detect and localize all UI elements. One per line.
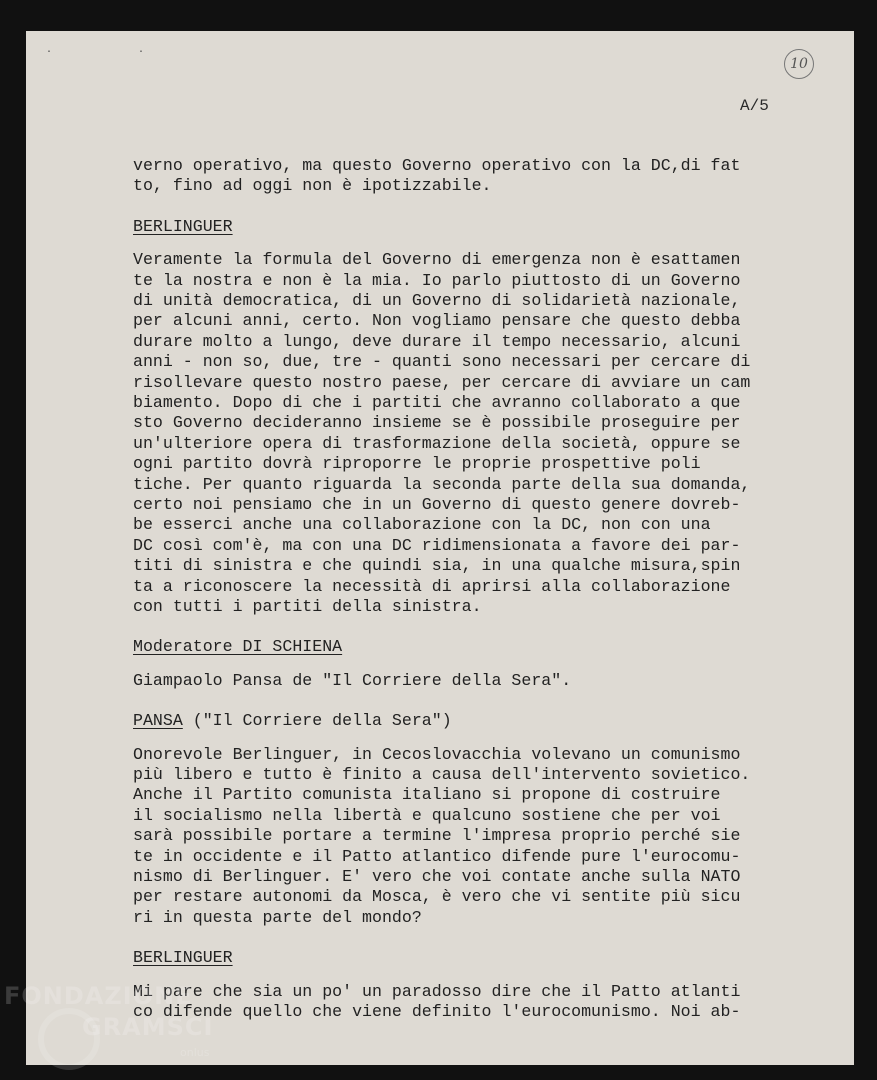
text-line: Giampaolo Pansa de "Il Corriere della Sera".	[133, 670, 572, 690]
text-line: co difende quello che viene definito l'eurocomunismo. Noi ab-	[133, 1002, 741, 1021]
speaker-name: BERLINGUER	[133, 216, 233, 236]
text-line: biamento. Dopo di che i partiti che avranno collaborato a que	[133, 393, 741, 412]
text-line: sarà possibile portare a termine l'impresa proprio perché sie	[133, 826, 741, 846]
speaker-name: PANSA	[133, 711, 183, 731]
text-line: DC così com'è, ma con una DC ridimensionata a favore dei par-	[133, 535, 741, 555]
text-line: più libero e tutto è finito a causa dell'intervento sovietico.	[133, 765, 751, 784]
text-line: per alcuni anni, certo. Non vogliamo pensare che questo debba	[133, 311, 741, 331]
text-line: Anche il Partito comunista italiano si propone di costruire	[133, 785, 721, 805]
text-line: con tutti i partiti della sinistra.	[133, 597, 482, 616]
text-line: tiche. Per quanto riguarda la seconda parte della sua domanda,	[133, 474, 751, 494]
text-line: un'ulteriore opera di trasformazione della società, oppure se	[133, 433, 741, 453]
text-line: verno operativo, ma questo Governo operativo con la DC,di fat	[133, 156, 741, 175]
folio-label: A/5	[740, 97, 769, 115]
document-page	[26, 31, 854, 1065]
speaker-heading	[133, 217, 233, 237]
watermark-line3: onlus	[180, 1046, 210, 1059]
archive-watermark	[4, 982, 214, 1059]
text-line: to, fino ad oggi non è ipotizzabile.	[133, 176, 492, 196]
text-line: certo noi pensiamo che in un Governo di questo genere dovreb-	[133, 495, 741, 514]
speaker-heading	[133, 637, 342, 657]
text-line: be esserci anche una collaborazione con la DC, non con una	[133, 515, 711, 535]
speaker-heading	[133, 948, 233, 968]
page-number-stamp: 10	[784, 49, 814, 79]
text-line: sto Governo decideranno insieme se è possibile proseguire per	[133, 413, 741, 433]
speaker-heading	[133, 711, 452, 731]
text-line: Onorevole Berlinguer, in Cecoslovacchia volevano un comunismo	[133, 744, 741, 764]
speaker-name: BERLINGUER	[133, 948, 233, 968]
text-line: te in occidente e il Patto atlantico difende pure l'eurocomu-	[133, 846, 741, 866]
text-line: ogni partito dovrà riproporre le proprie prospettive poli	[133, 454, 701, 474]
text-line: per restare autonomi da Mosca, è vero che vi sentite più sicu	[133, 887, 741, 907]
speaker-name: Moderatore DI SCHIENA	[133, 637, 343, 657]
speaker-affiliation: ("Il Corriere della Sera")	[182, 711, 452, 731]
text-line: ri in questa parte del mondo?	[133, 907, 422, 927]
watermark-line1: FONDAZIONE	[4, 982, 193, 1010]
watermark-line2: GRAMSCI	[82, 1013, 214, 1041]
text-line: anni - non so, due, tre - quanti sono necessari per cercare di	[133, 352, 751, 372]
punch-marks: · ·	[46, 47, 185, 58]
text-line: Veramente la formula del Governo di emergenza non è esattamen	[133, 250, 741, 270]
text-line: risollevare questo nostro paese, per cercare di avviare un cam	[133, 372, 751, 392]
text-line: ta a riconoscere la necessità di aprirsi alla collaborazione	[133, 576, 731, 596]
text-line: nismo di Berlinguer. E' vero che voi contate anche sulla NATO	[133, 867, 741, 886]
text-line: te la nostra e non è la mia. Io parlo piuttosto di un Governo	[133, 270, 741, 290]
text-line: Mi pare che sia un po' un paradosso dire che il Patto atlanti	[133, 981, 741, 1001]
text-line: di unità democratica, di un Governo di solidarietà nazionale,	[133, 291, 741, 310]
text-line: durare molto a lungo, deve durare il tempo necessario, alcuni	[133, 331, 741, 351]
text-line: titi di sinistra e che quindi sia, in una qualche misura,spin	[133, 556, 741, 576]
text-line: il socialismo nella libertà e qualcuno sostiene che per voi	[133, 805, 721, 825]
